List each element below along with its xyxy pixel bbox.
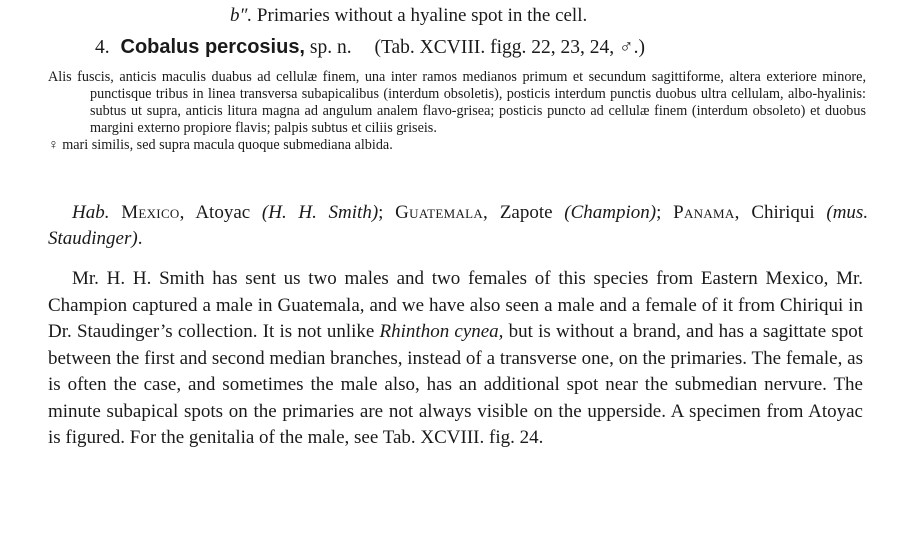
discussion-paragraph — [48, 266, 863, 452]
section-marker: b″. — [230, 5, 253, 26]
habitat-country: Panama, — [673, 202, 740, 223]
plate-reference: (Tab. XCVIII. figg. 22, 23, 24, ♂.) — [374, 37, 645, 58]
species-number: 4. — [95, 37, 110, 58]
habitat-collector: (H. H. Smith) — [261, 202, 379, 223]
habitat-locality: Atoyac — [195, 202, 251, 223]
habitat-locality: Zapote — [499, 202, 553, 223]
habitat-paragraph — [48, 200, 868, 252]
habitat-collector: (Champion) — [564, 202, 657, 223]
species-name: Cobalus percosius, — [120, 36, 305, 58]
species-status: sp. n. — [309, 37, 352, 58]
habitat-country: Mexico, — [121, 202, 185, 223]
habitat-end: . — [137, 228, 143, 249]
habitat-country: Guatemala, — [395, 202, 489, 223]
section-heading — [230, 5, 587, 27]
discussion-text: Mr. H. H. Smith has sent us two males and two females of this species from Eastern Mexico, Mr. Champion captured a male in Guatemala, and we have also seen a male and a female of it from Chiriqui in Dr. Staudinger’s collection. It is not unlike — [48, 268, 863, 342]
habitat-separator: ; — [378, 202, 384, 223]
species-heading — [95, 36, 645, 59]
species-reference: Rhinthon cynea, — [379, 321, 504, 342]
habitat-collector: (mus. Staudinger) — [48, 202, 869, 249]
habitat-label: Hab. — [72, 202, 110, 223]
latin-female-description: ♀ mari similis, sed supra macula quoque submediana albida. — [48, 137, 393, 153]
latin-male-description: Alis fuscis, anticis maculis duabus ad cellulæ finem, una inter ramos medianos primum et secundum sagittiforme, altera exteriore minore, punctisque tribus in linea transversa subapicalibus (interdum obsoletis), posticis interdum punctis duobus ultra cellulam, albo-hyalinis: subtus ut supra, anticis litura magna ad angulum analem flavo-grisea; posticis puncto ad cellulæ finem (interdum obsoleto) et duobus margini externo propiore flavis; palpis subtus et ciliis griseis. — [48, 69, 866, 136]
discussion-text: but is without a brand, and has a sagittate spot between the first and second median branches, instead of a transverse one, on the primaries. The female, as is often the case, and sometimes the male also, has an additional spot near the submedian nervure. The minute subapical spots on the primaries are not always visible on the upperside. A specimen from Atoyac is figured. For the genitalia of the male, see Tab. XCVIII. fig. 24. — [48, 321, 864, 448]
habitat-locality: Chiriqui — [751, 202, 815, 223]
habitat-separator: ; — [656, 202, 662, 223]
latin-description — [48, 69, 866, 154]
section-title: Primaries without a hyaline spot in the cell. — [256, 5, 588, 26]
